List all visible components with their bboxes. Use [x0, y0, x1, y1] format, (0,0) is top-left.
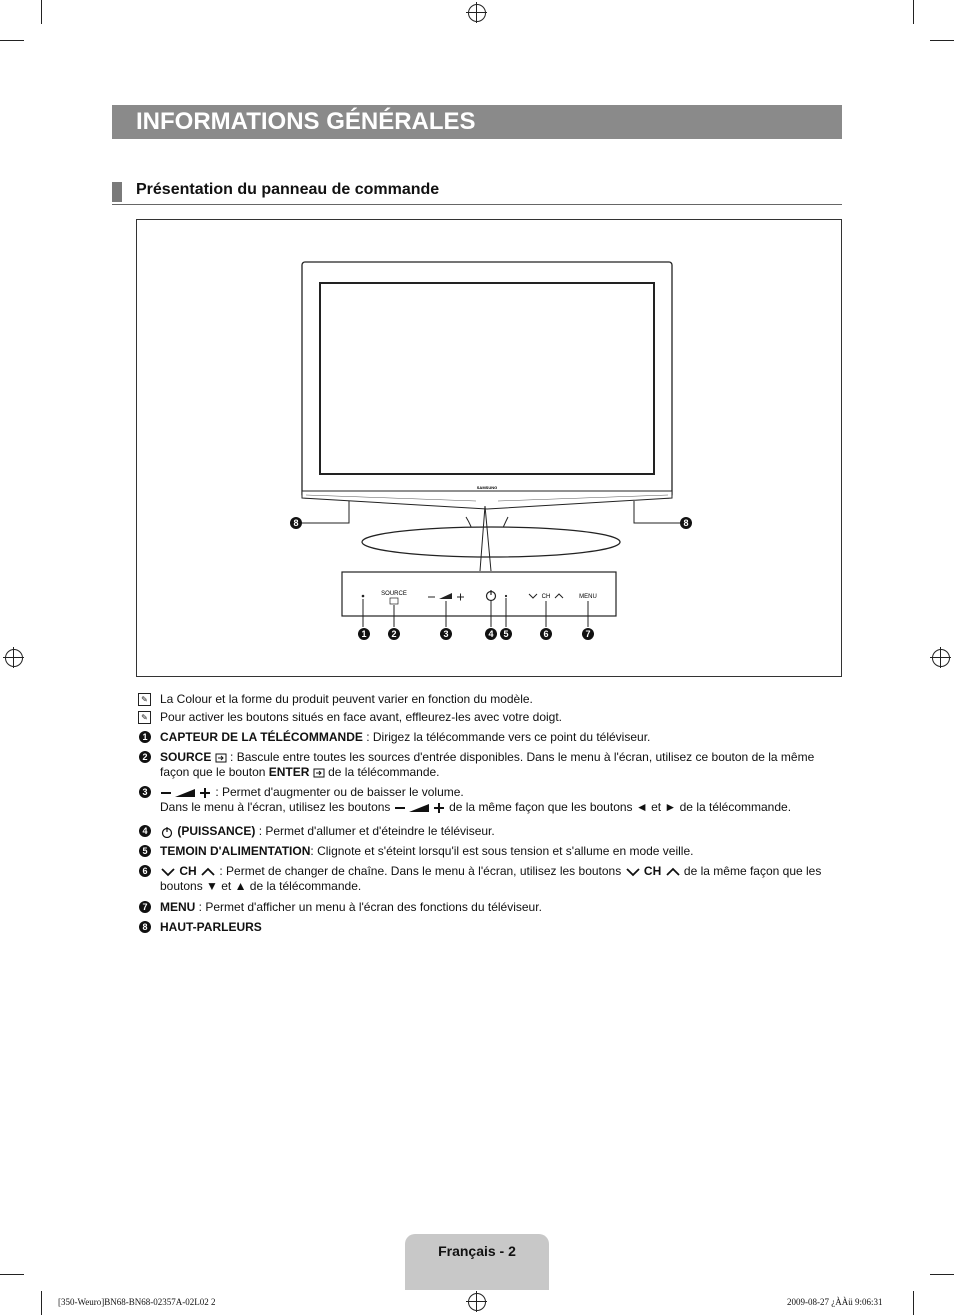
crop-mark	[41, 1291, 42, 1315]
callout-4: 4	[488, 629, 494, 639]
chevron-up-icon	[200, 867, 216, 877]
item-number: 2	[139, 751, 151, 763]
item-label: SOURCE	[160, 750, 212, 764]
print-slug-left: [350-Weuro]BN68-BN68-02357A-02L02 2	[58, 1297, 216, 1307]
crop-mark	[913, 1291, 914, 1315]
page-number: Français - 2	[438, 1243, 516, 1259]
item-number: 7	[139, 901, 151, 913]
print-slug-right: 2009-08-27 ¿ÀÀü 9:06:31	[787, 1297, 883, 1307]
registration-mark-icon	[468, 4, 486, 22]
item-menu	[160, 900, 840, 915]
source-icon	[215, 753, 227, 763]
item-speakers	[160, 920, 840, 935]
page-title: INFORMATIONS GÉNÉRALES	[136, 108, 476, 135]
item-desc: : Permet d'allumer et d'éteindre le téléviseur.	[255, 824, 495, 838]
item-number: 8	[139, 921, 151, 933]
power-icon	[160, 826, 174, 838]
item-desc: de la télécommande.	[324, 765, 440, 779]
item-volume	[160, 785, 840, 815]
item-desc: de la même façon que les boutons ▼ et ▲ de la télécommande.	[160, 864, 822, 893]
item-desc: Dans le menu à l'écran, utilisez les boutons	[160, 800, 394, 814]
registration-mark-icon	[468, 1293, 486, 1311]
section-heading	[112, 181, 842, 205]
item-power-led	[160, 844, 840, 859]
item-desc: : Dirigez la télécommande vers ce point du téléviseur.	[362, 730, 651, 744]
item-number: 5	[139, 845, 151, 857]
panel-source-label: SOURCE	[381, 591, 407, 597]
tv-stand	[362, 527, 620, 557]
brand-logo: SAMSUNG	[476, 485, 498, 490]
panel-menu-label: MENU	[579, 594, 597, 600]
registration-mark-icon	[5, 649, 23, 667]
item-desc: : Permet d'augmenter ou de baisser le volume.	[212, 785, 464, 799]
item-label: HAUT-PARLEURS	[160, 920, 262, 934]
item-capteur	[160, 730, 840, 745]
item-label: CH	[643, 864, 662, 878]
tv-illustration	[136, 219, 842, 677]
item-label: TEMOIN D'ALIMENTATION	[160, 844, 311, 858]
registration-mark-icon	[932, 649, 950, 667]
title-bar	[112, 105, 842, 139]
item-desc: : Permet de changer de chaîne. Dans le menu à l'écran, utilisez les boutons	[216, 864, 625, 878]
item-label: (PUISSANCE)	[177, 824, 256, 838]
crop-mark	[930, 40, 954, 41]
tv-screen	[320, 283, 654, 474]
item-label: CH	[179, 864, 197, 878]
note-icon: ✎	[138, 693, 151, 706]
crop-mark	[0, 1274, 24, 1275]
callout-3: 3	[443, 629, 449, 639]
callout-7: 7	[585, 629, 591, 639]
item-label: MENU	[160, 900, 196, 914]
chevron-up-icon	[665, 867, 681, 877]
chevron-down-icon	[160, 867, 176, 877]
section-marker	[112, 182, 122, 202]
crop-mark	[913, 0, 914, 24]
callout-8-left: 8	[293, 518, 299, 528]
callout-5: 5	[503, 629, 509, 639]
item-number: 3	[139, 786, 151, 798]
item-source	[160, 750, 840, 780]
item-number: 6	[139, 865, 151, 877]
item-desc: : Bascule entre toutes les sources d'entrée disponibles. Dans le menu à l'écran, utilisez ce bouton de la même façon que le bouton	[160, 750, 815, 779]
crop-mark	[0, 40, 24, 41]
note-text: La Colour et la forme du produit peuvent varier en fonction du modèle.	[160, 692, 533, 706]
item-desc: : Permet d'afficher un menu à l'écran des fonctions du téléviseur.	[195, 900, 542, 914]
enter-icon	[313, 768, 325, 778]
callout-2: 2	[391, 629, 397, 639]
item-number: 4	[139, 825, 151, 837]
crop-mark	[41, 0, 42, 24]
crop-mark	[930, 1274, 954, 1275]
item-desc: de la même façon que les boutons ◄ et ► de la télécommande.	[445, 800, 792, 814]
speaker-strip	[302, 491, 672, 509]
callout-8-right: 8	[683, 518, 689, 528]
volume-icon	[394, 802, 446, 814]
callout-6: 6	[543, 629, 549, 639]
item-power	[160, 824, 840, 839]
item-channel	[160, 864, 840, 894]
item-label-enter: ENTER	[268, 765, 310, 779]
volume-icon	[160, 787, 212, 799]
callout-1: 1	[361, 629, 367, 639]
panel-ch-label: CH	[541, 594, 551, 600]
item-number: 1	[139, 731, 151, 743]
note-icon: ✎	[138, 711, 151, 724]
item-desc: : Clignote et s'éteint lorsqu'il est sous tension et s'allume en mode veille.	[310, 844, 694, 858]
page-number-tab	[405, 1234, 549, 1290]
chevron-down-icon	[625, 867, 641, 877]
section-title: Présentation du panneau de commande	[136, 181, 440, 198]
item-label: CAPTEUR DE LA TÉLÉCOMMANDE	[160, 730, 363, 744]
note-text: Pour activer les boutons situés en face avant, effleurez-les avec votre doigt.	[160, 710, 562, 724]
